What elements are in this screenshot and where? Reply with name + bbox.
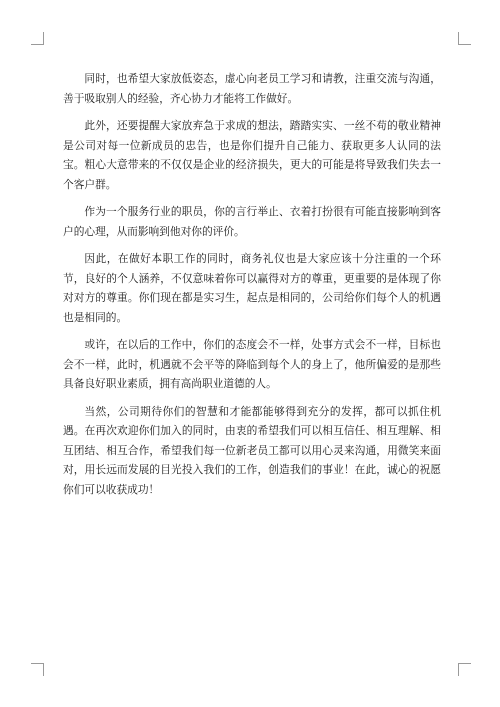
crop-mark-bottom-right	[458, 663, 471, 676]
paragraph-4: 因此，在做好本职工作的同时，商务礼仪也是大家应该十分注重的一个环节，良好的个人涵养，不仅意味着你可以赢得对方的尊重，更重要的是体现了你对对方的尊重。你们现在都是实习生，起点是相同的，公司给你们每个人的机遇也是相同的。	[63, 252, 441, 324]
paragraph-3: 作为一个服务行业的职员，你的言行举止、衣着打扮很有可能直接影响到客户的心理，从而影响到他对你的评价。	[63, 205, 441, 238]
crop-mark-top-left	[31, 32, 44, 45]
paragraph-1: 同时，也希望大家放低姿态，虚心向老员工学习和请教，注重交流与沟通，善于吸取别人的经验，齐心协力才能将工作做好。	[63, 72, 441, 105]
document-body	[63, 69, 441, 507]
paragraph-6: 当然，公司期待你们的智慧和才能都能够得到充分的发挥，都可以抓住机遇。在再次欢迎你们加入的同时，由衷的希望我们可以相互信任、相互理解、相互团结、相互合作，希望我们每一位新老员工都可以用心灵来沟通，用微笑来面对，用长远而发展的目光投入我们的工作，创造我们的事业！在此，诚心的祝愿你们可以收获成功！	[63, 404, 441, 496]
paragraph-5: 或许，在以后的工作中，你们的态度会不一样，处事方式会不一样，目标也会不一样，此时，机遇就不会平等的降临到每个人的身上了，他所偏爱的是那些具备良好职业素质，拥有高尚职业道德的人。	[63, 338, 441, 390]
crop-mark-top-right	[458, 32, 471, 45]
paragraph-2: 此外，还要提醒大家放弃急于求成的想法，踏踏实实、一丝不苟的敬业精神是公司对每一位新成员的忠告，也是你们提升自己能力、获取更多人认同的法宝。粗心大意带来的不仅仅是企业的经济损失，更大的可能是将导致我们失去一个客户群。	[63, 119, 441, 191]
crop-mark-bottom-left	[31, 663, 44, 676]
